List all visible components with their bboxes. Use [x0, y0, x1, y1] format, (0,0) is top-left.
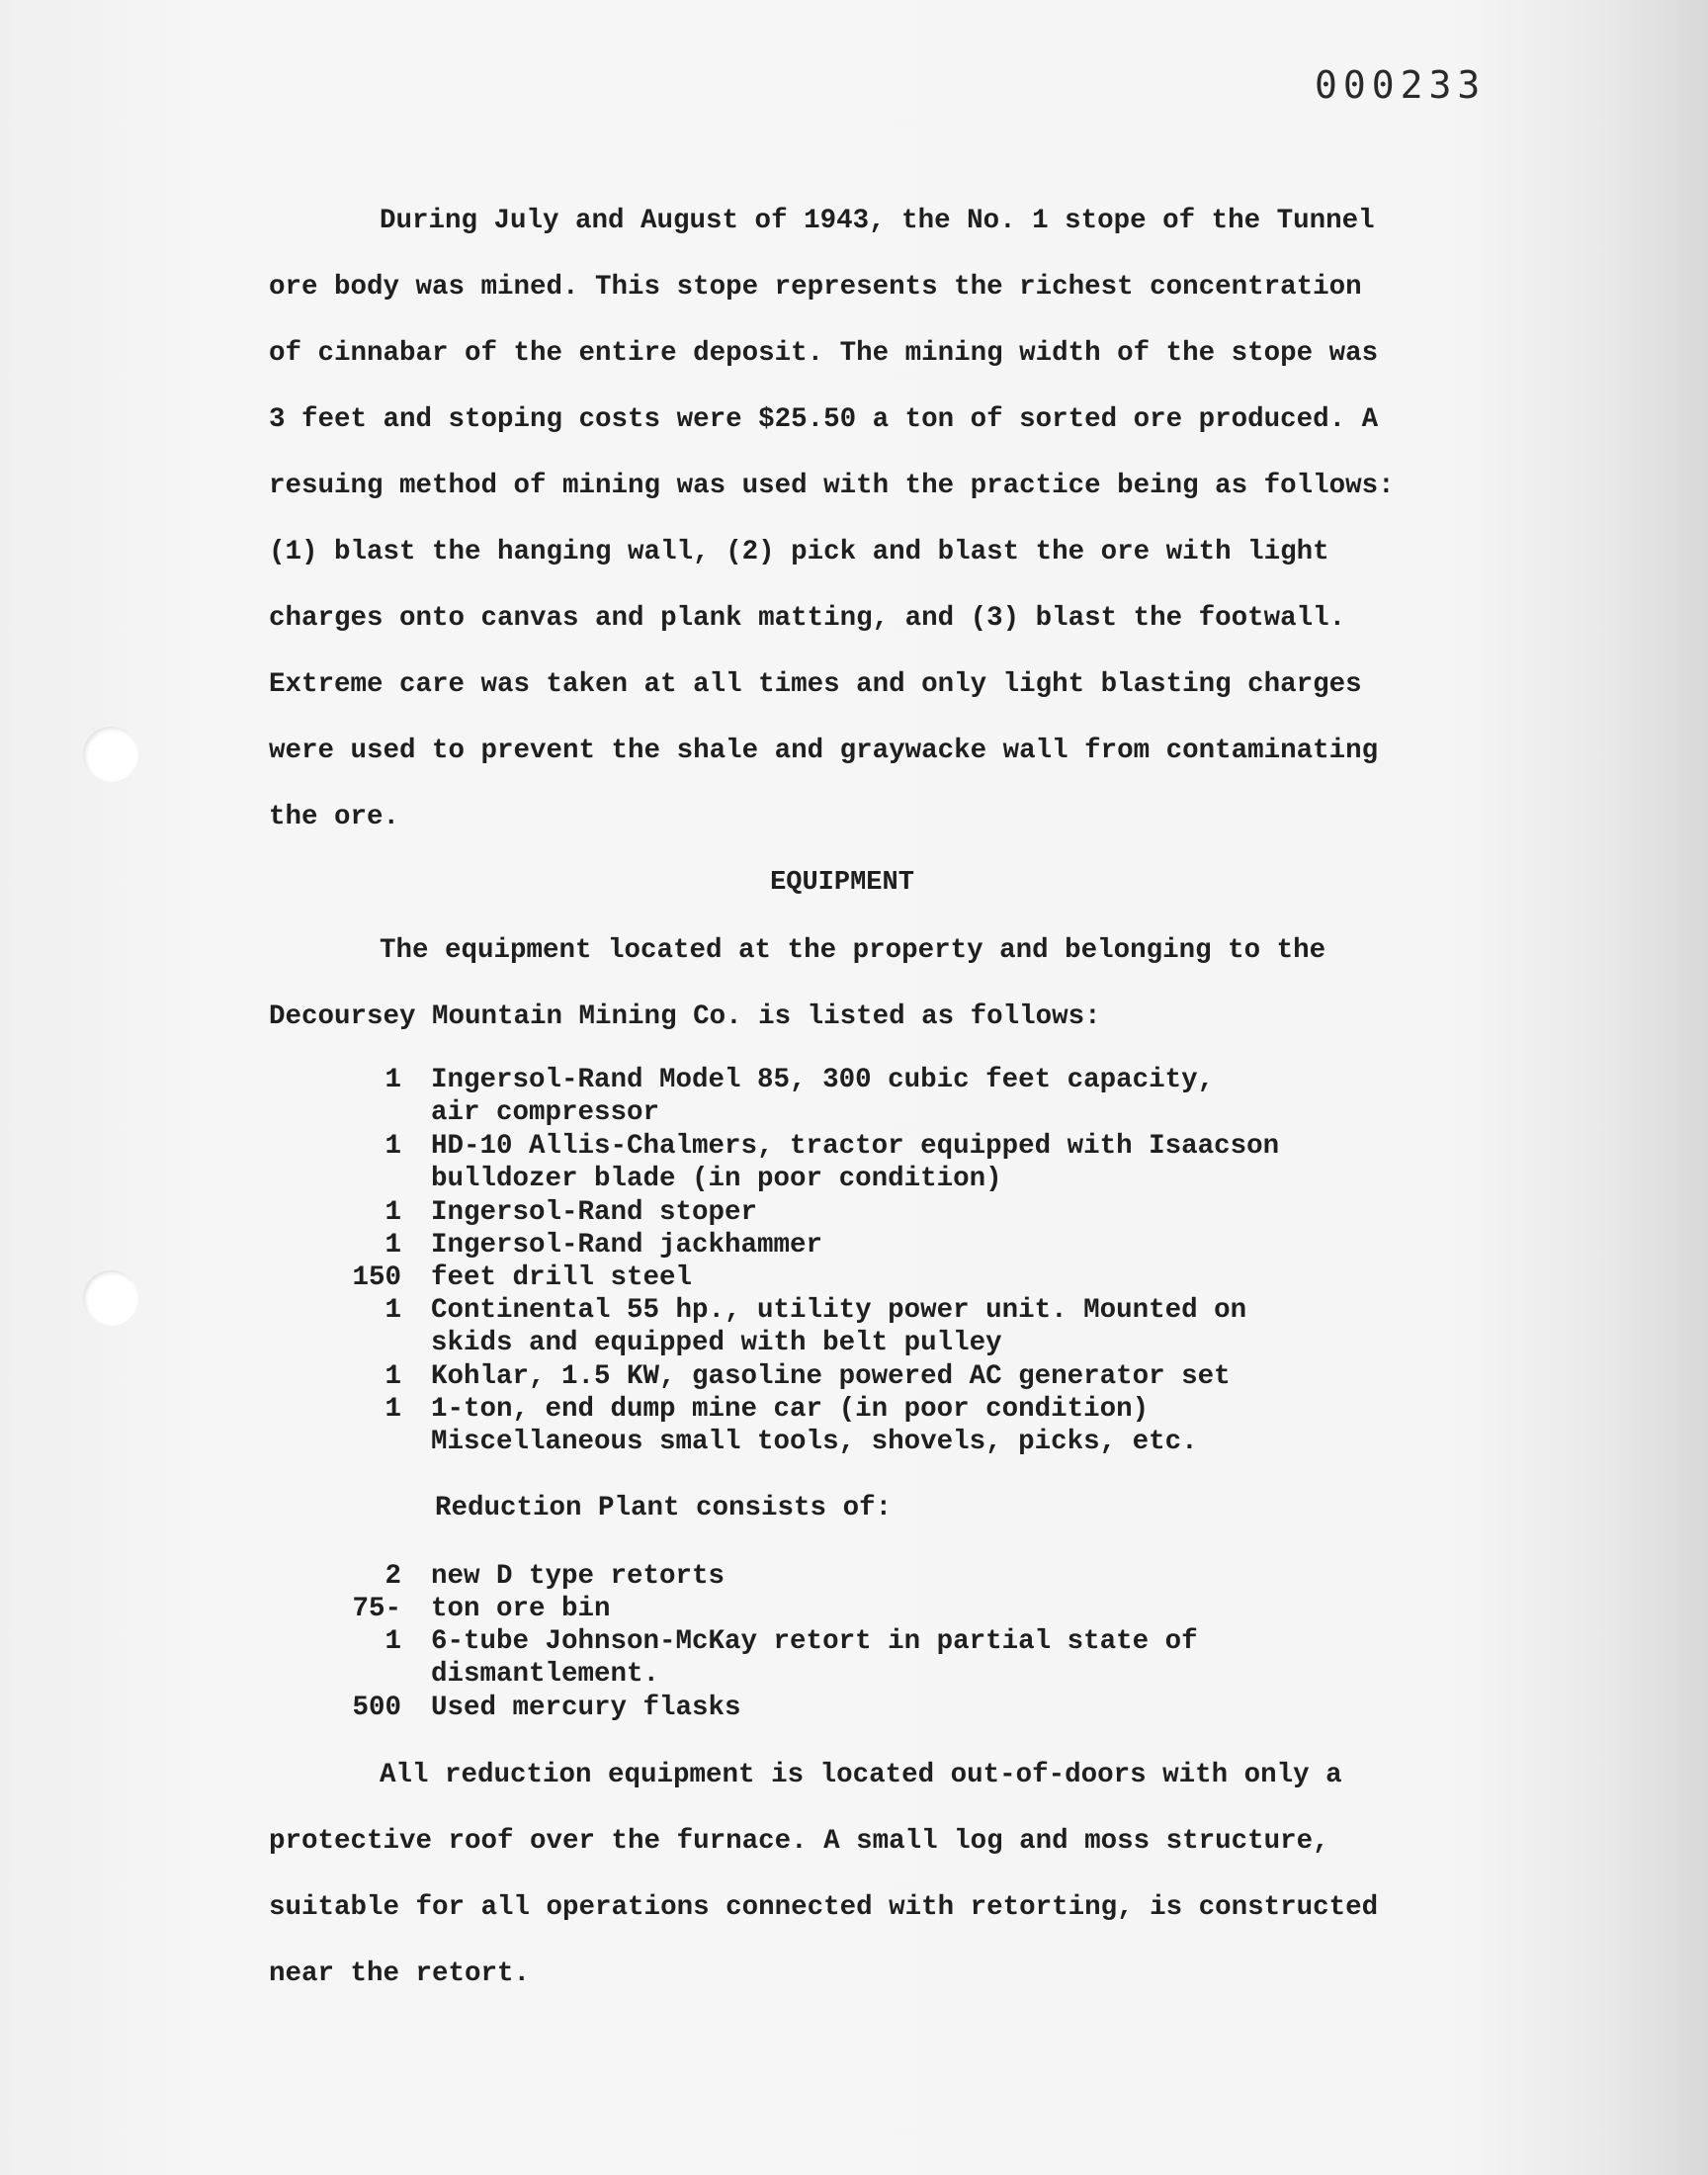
item-description: Used mercury flasks: [431, 1693, 741, 1723]
list-item: [269, 1196, 1455, 1229]
equipment-intro: [269, 917, 1425, 1050]
item-quantity: 150: [352, 1262, 401, 1293]
item-description: Ingersol-Rand stoper: [431, 1197, 758, 1228]
list-item: [269, 1426, 1455, 1458]
paragraph-text: All reduction equipment is located out-of-doors with only a protective roof over the furnace. A small log and moss structure, suitable for all operations connected with retorting, is constructed near the retort.: [269, 1760, 1379, 1989]
list-item: [269, 1393, 1455, 1426]
body-paragraph-1: [269, 188, 1425, 850]
item-quantity: 75-: [352, 1594, 401, 1624]
list-item: [269, 1064, 1455, 1129]
section-heading: EQUIPMENT: [770, 868, 914, 898]
item-description: Miscellaneous small tools, shovels, picks, etc.: [431, 1427, 1198, 1457]
body-paragraph-2: [269, 1742, 1425, 2007]
paragraph-text: During July and August of 1943, the No. 1 stope of the Tunnel ore body was mined. This stope represents the richest concentration of cinnabar of the entire deposit. The mining width of the stope was 3 feet and stoping costs were $25.50 a ton of sorted ore produced. A resuing method of mining was used with the practice being as follows: (1) blast the hanging wall, (2) pick and blast the ore with light charges onto canvas and plank matting, and (3) blast the footwall. Extreme care was taken at all times and only light blasting charges were used to prevent the shale and graywacke wall from contaminating the ore.: [269, 206, 1395, 832]
list-item: [269, 1229, 1455, 1262]
item-quantity: [269, 1426, 431, 1458]
list-item: [269, 1294, 1455, 1359]
item-description: 6-tube Johnson-McKay retort in partial state of dismantlement.: [431, 1626, 1198, 1690]
item-quantity: 1: [384, 1230, 401, 1261]
item-description: HD-10 Allis-Chalmers, tractor equipped with Isaacson bulldozer blade (in poor condition): [431, 1131, 1280, 1194]
list-item: [269, 1130, 1455, 1195]
intro-text: The equipment located at the property and belonging to the Decoursey Mountain Mining Co. is listed as follows:: [269, 935, 1326, 1032]
list-item: [269, 1692, 1455, 1724]
list-item: [269, 1625, 1455, 1691]
item-description: ton ore bin: [431, 1594, 611, 1624]
item-description: feet drill steel: [431, 1262, 693, 1293]
punch-hole: [83, 727, 138, 782]
item-quantity: 500: [352, 1693, 401, 1723]
list-item: [269, 1593, 1455, 1625]
list-item: [269, 1560, 1455, 1593]
item-quantity: 1: [384, 1065, 401, 1095]
item-description: new D type retorts: [431, 1561, 726, 1592]
item-quantity: 1: [384, 1197, 401, 1228]
item-quantity: 2: [384, 1561, 401, 1592]
item-description: Kohlar, 1.5 KW, gasoline powered AC generator set: [431, 1361, 1231, 1392]
reduction-plant-heading: Reduction Plant consists of:: [435, 1493, 893, 1523]
item-quantity: 1: [384, 1361, 401, 1392]
list-item: [269, 1262, 1455, 1294]
item-description: 1-ton, end dump mine car (in poor condition): [431, 1394, 1150, 1425]
item-quantity: 1: [384, 1626, 401, 1657]
item-quantity: 1: [384, 1131, 401, 1162]
punch-hole: [83, 1270, 138, 1326]
item-description: Ingersol-Rand jackhammer: [431, 1230, 823, 1261]
item-quantity: 1: [384, 1394, 401, 1425]
page-number: 000233: [1315, 63, 1487, 107]
list-item: [269, 1360, 1455, 1393]
item-description: Continental 55 hp., utility power unit. Mounted on skids and equipped with belt pulley: [431, 1295, 1247, 1358]
item-quantity: 1: [384, 1295, 401, 1326]
item-description: Ingersol-Rand Model 85, 300 cubic feet capacity, air compressor: [431, 1065, 1215, 1128]
